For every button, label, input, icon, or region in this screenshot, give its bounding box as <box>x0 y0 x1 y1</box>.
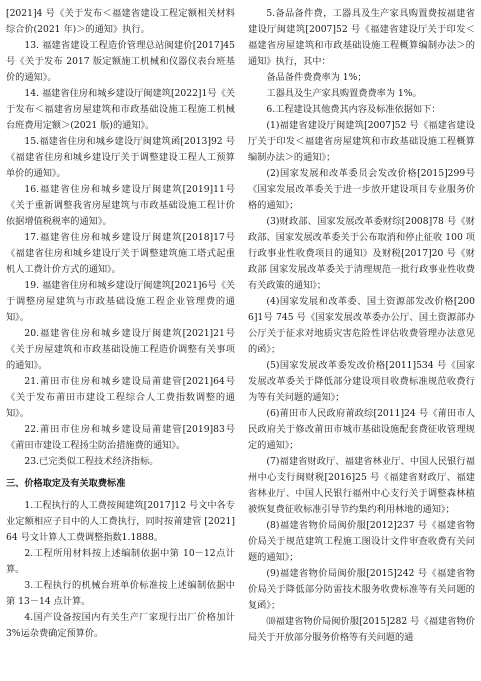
left-paragraph: 22.莆田市住房和城乡建设局莆建管[2019]83号《莆田市建设工程扬尘防治措施费的通知》。 <box>6 424 235 451</box>
left-column <box>6 6 235 642</box>
left-paragraph: 4.国产设备按国内有关生产厂家现行出厂价格加计 3%运杂费确定预算价。 <box>6 612 235 639</box>
right-paragraph: 工器具及生产家具购置费费率为 1%。 <box>266 88 422 99</box>
left-paragraph: 15.福建省住房和城乡建设厅闽建筑函[2013]92 号《福建省住房和城乡建设厅关于调整建设工程人工预算单价的通知》。 <box>6 136 235 179</box>
right-paragraph: (8)福建省物价局闽价服[2012]237 号《福建省物价局关于规范建筑工程施工图设计文件审查收费有关问题的通知》； <box>248 520 475 563</box>
left-paragraph: 20.福建省住房和城乡建设厅闽建筑[2021]21号《关于房屋建筑和市政基础设施工程造价调整有关事项的通知》。 <box>6 328 235 371</box>
left-paragraph: 13. 福建省建设工程造价管理总站闽建价[2017]45 号《关于发布 2017 版定额施工机械和仪器仪表台班基价的通知》。 <box>6 40 235 83</box>
left-paragraph: 14. 福建省住房和城乡建设厅闽建筑[2022]1号《关于发布＜福建省房屋建筑和市政基础设施工程施工机械台班费用定额＞(2021 版)的通知》。 <box>6 88 235 131</box>
left-paragraph: [2021]4 号《关于发布＜福建省建设工程定额相关材料综合价(2021 年)＞的通知》执行。 <box>6 8 235 35</box>
left-paragraph: 3.工程执行的机械台班单价标准按上述编制依据中第 13－14 点计算。 <box>6 580 235 607</box>
right-paragraph: 备品备件费费率为 1%； <box>266 72 367 83</box>
left-paragraph: 21.莆田市住房和城乡建设局莆建管[2021]64号《关于发布莆田市建设工程综合人工费指数调整的通知》。 <box>6 376 235 419</box>
right-paragraph: (6)莆田市人民政府莆政综[2011]24 号《莆田市人民政府关于修改莆田市城市基础设施配套费征收管理规定的通知》； <box>248 408 475 451</box>
section-heading: 三、价格取定及有关取费标准 <box>6 478 126 489</box>
right-paragraph: (9)福建省物价局闽价服[2015]242 号《福建省物价局关于降低部分防雷技术服务收费标准等有关问题的复函》； <box>248 568 475 611</box>
left-paragraph: 1.工程执行的人工费按闽建筑[2017]12 号文中各专业定额相应子目中的人工费执行，同时按莆建管 [2021]64 号文计算人工费调整指数1.1888。 <box>6 500 235 543</box>
right-paragraph: (1)福建省建设厅闽建筑[2007]52 号《福建省建设厅关于印发＜福建省房屋建筑和市政基础设施工程概算编制办法＞的通知》； <box>248 120 475 163</box>
right-paragraph: (3)财政部、国家发展改革委财综[2008]78 号《财政部、国家发展改革委关于公布取消和停止征收 100 项行政事业性收费项目的通知》及财税[2017]20 号《财政部 国家发展改革委关于清理规范一批行政事业性收费有关政策的通知》； <box>248 216 475 291</box>
right-paragraph: (2)国家发展和改革委员会发改价格[2015]299号《国家发展改革委关于进一步放开建设项目专业服务价格的通知》； <box>248 168 475 211</box>
left-paragraph: 23.已完类似工程技术经济指标。 <box>24 456 159 467</box>
left-paragraph: 19. 福建省住房和城乡建设厅闽建筑[2021]6号《关于调整房屋建筑与市政基础设施工程企业管理费的通知》。 <box>6 280 235 323</box>
right-paragraph: 6.工程建设其他费其内容及标准依据如下： <box>266 104 441 115</box>
right-paragraph: (4)国家发展和改革委、国土资源部发改价格[2006]1号 745 号《国家发展改革委办公厅、国土资源部办公厅关于征求对地质灾害危险性评估收费管理办法意见的函》； <box>248 296 475 355</box>
right-paragraph: 5.备品备件费，工器具及生产家具购置费按福建省建设厅闽建筑[2007]52 号《福建省建设厅关于印发＜福建省房屋建筑和市政基础设施工程概算编制办法＞的通知》执行，其中： <box>248 8 475 67</box>
right-column <box>248 6 475 646</box>
left-paragraph: 17.福建省住房和城乡建设厅闽建筑[2018]17号《福建省住房和城乡建设厅关于调整建筑施工塔式起重机人工费计价方式的通知》。 <box>6 232 235 275</box>
left-paragraph: 2.工程所用材料按上述编制依据中第 10－12点计算。 <box>6 548 235 575</box>
right-paragraph: ⑽福建省物价局闽价服[2015]282 号《福建省物价局关于开放部分服务价格等有关问题的通 <box>248 616 475 643</box>
right-paragraph: (7)福建省财政厅、福建省林业厅、中国人民银行福州中心支行闽财税[2016]25 号《福建省财政厅、福建省林业厅、中国人民银行福州中心支行关于调整森林植被恢复费征收标准引导节约集约利用林地的通知》； <box>248 456 475 515</box>
right-paragraph: (5)国家发展改革委发改价格[2011]534 号《国家发展改革委关于降低部分建设项目收费标准规范收费行为等有关问题的通知》； <box>248 360 475 403</box>
left-paragraph: 16.福建省住房和城乡建设厅闽建筑[2019]11号《关于重新调整我省房屋建筑与市政基础设施工程计价依据增值税税率的通知》。 <box>6 184 235 227</box>
